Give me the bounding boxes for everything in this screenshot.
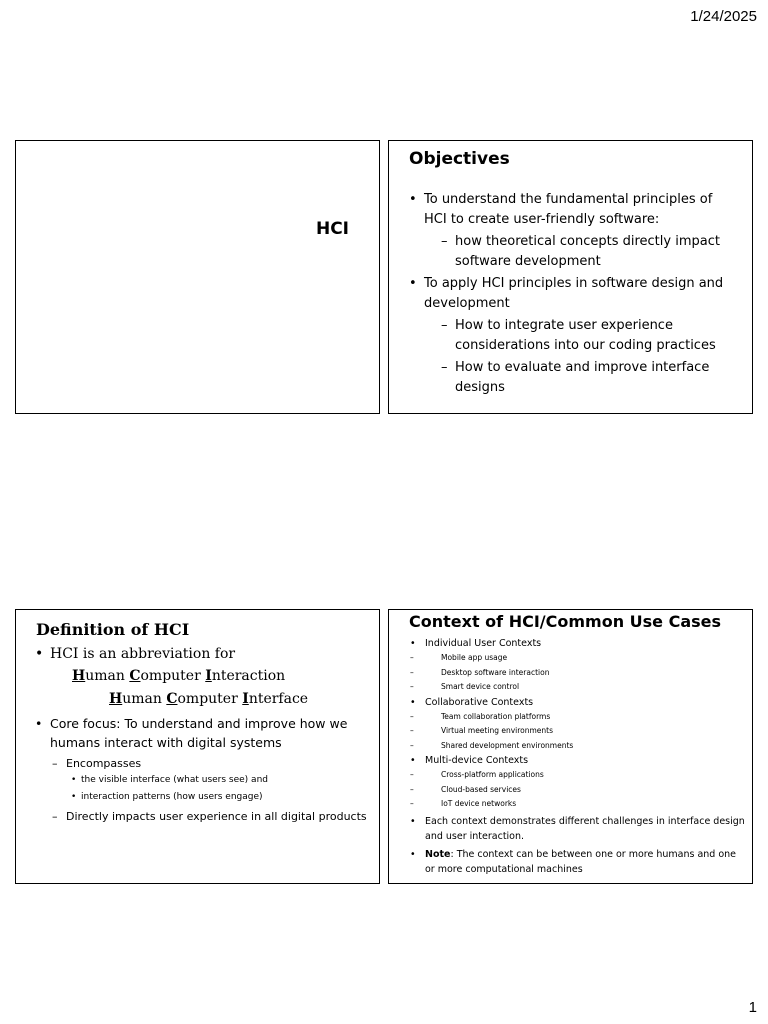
dash-icon: –: [52, 757, 58, 770]
slide-objectives: [388, 140, 753, 414]
list-item: – Smart device control: [410, 680, 745, 695]
dash-icon: –: [410, 784, 414, 794]
page-number: 1: [748, 999, 757, 1016]
dash-icon: –: [410, 726, 414, 735]
list-item: • Note: The context can be between one or more humans and one or more computational machines: [410, 848, 737, 875]
dash-icon: –: [441, 318, 448, 333]
dash-icon: –: [410, 770, 414, 779]
objectives-list: [409, 190, 739, 400]
bullet-icon: •: [410, 815, 416, 827]
bullet-icon: •: [410, 638, 416, 649]
bullet-icon: •: [410, 848, 416, 860]
bullet-icon: •: [410, 696, 416, 708]
list-item: – Encompasses: [52, 757, 142, 770]
bullet-icon: •: [35, 716, 43, 731]
list-item: • To apply HCI principles in software design and development – How to integrate user experience considerations into our coding practices – How to evaluate and improve interface designs: [409, 274, 739, 397]
list-item: – Mobile app usage: [410, 651, 745, 666]
dash-icon: –: [410, 682, 414, 691]
list-item: – Cloud-based services: [410, 783, 745, 798]
bullet-icon: •: [35, 646, 44, 662]
list-item: – Team collaboration platforms: [410, 710, 745, 725]
list-item: • HCI is an abbreviation for: [35, 643, 375, 665]
dash-icon: –: [410, 799, 414, 808]
dash-icon: –: [410, 667, 414, 677]
sub-list: [441, 232, 739, 271]
list-item: • To understand the fundamental principles of HCI to create user-friendly software: – how theoretical concepts directly impact software development: [409, 190, 739, 271]
dash-icon: –: [410, 711, 414, 721]
dash-icon: –: [410, 653, 414, 662]
slide-definition: [15, 609, 380, 884]
bullet-icon: •: [410, 755, 416, 766]
bullet-icon: •: [71, 775, 77, 785]
bullet-icon: •: [71, 792, 77, 802]
slide-title: HCI: [315, 219, 349, 239]
list-item: – Virtual meeting environments: [410, 724, 745, 739]
list-item: • Each context demonstrates different challenges in interface design and user interaction.: [410, 815, 745, 842]
slide-title-hci: [15, 140, 380, 414]
slide-title: Objectives: [409, 149, 510, 169]
dash-icon: –: [410, 740, 414, 750]
list-item: • Core focus: To understand and improve how we humans interact with digital systems: [35, 716, 348, 750]
slide-title: Context of HCI/Common Use Cases: [409, 612, 722, 631]
slide-context: [388, 609, 753, 884]
list-item: • Individual User Contexts: [410, 638, 542, 649]
list-item: • Multi-device Contexts: [410, 755, 529, 766]
list-item: • the visible interface (what users see) and: [71, 772, 375, 789]
header-date: 1/24/2025: [690, 8, 757, 25]
list-item: – How to integrate user experience considerations into our coding practices: [441, 318, 716, 353]
list-item: – how theoretical concepts directly impact software development: [441, 234, 720, 269]
dash-icon: –: [52, 810, 58, 823]
abbreviation-line: Human Computer Interface: [109, 691, 309, 707]
bullet-icon: •: [409, 192, 417, 207]
list-item: – Directly impacts user experience in all digital products: [52, 810, 367, 823]
list-item: • interaction patterns (how users engage): [71, 789, 375, 806]
dash-icon: –: [441, 234, 448, 249]
list-item: – How to evaluate and improve interface designs: [441, 360, 710, 395]
slide-title: Definition of HCI: [36, 620, 190, 639]
definition-body: [35, 643, 375, 825]
bullet-icon: •: [409, 276, 417, 291]
list-item: – Shared development environments: [410, 739, 745, 754]
list-item: • Collaborative Contexts: [410, 696, 534, 708]
abbreviation-line: Human Computer Interaction: [72, 668, 286, 684]
sub-list: [441, 316, 739, 397]
list-item: – Desktop software interaction: [410, 666, 745, 681]
dash-icon: –: [441, 360, 448, 375]
list-item: – Cross-platform applications: [410, 768, 745, 783]
list-item: – IoT device networks: [410, 797, 745, 812]
context-list: [410, 636, 745, 877]
